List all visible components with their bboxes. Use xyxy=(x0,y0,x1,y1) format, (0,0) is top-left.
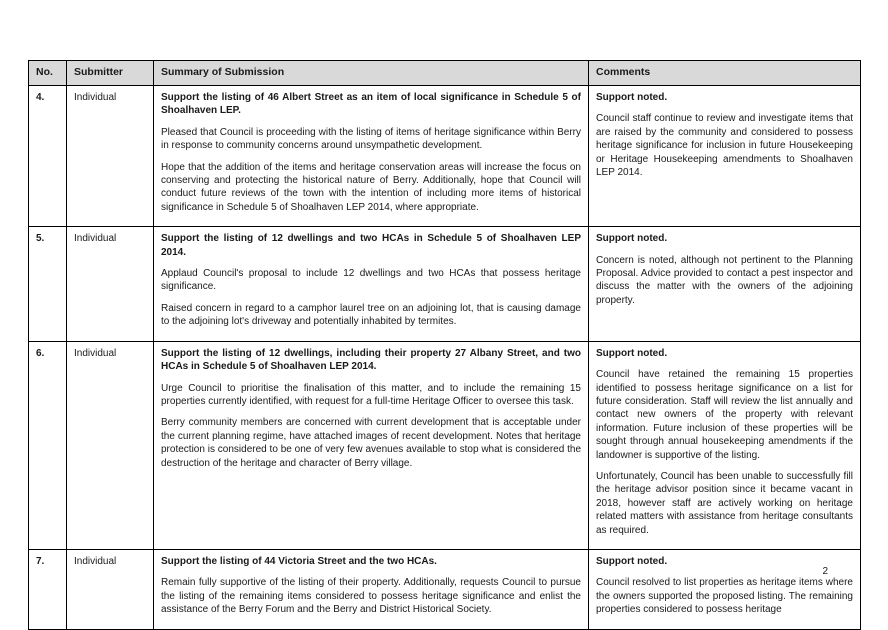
table-header-row xyxy=(29,61,861,86)
cell-paragraph: Council have retained the remaining 15 properties identified to possess heritage significance on a list for future consideration. Staff will review the list annually and contact new owners of the property with relevant information. Future inclusion of these properties will be sought through annual housekeeping amendments if the landowner is supportive of the listing. xyxy=(596,369,853,461)
cell-summary xyxy=(154,227,589,341)
cell-heading: Support noted. xyxy=(596,555,668,567)
cell-summary xyxy=(154,86,589,227)
cell-comments xyxy=(589,86,861,227)
cell-paragraph: Urge Council to prioritise the finalisation of this matter, and to include the remaining 15 properties currently identified, with request for a full-time Heritage Officer to oversee this task. xyxy=(161,382,581,407)
cell-heading: Support the listing of 44 Victoria Street and the two HCAs. xyxy=(161,555,437,567)
cell-submitter: Individual xyxy=(67,549,154,629)
cell-no: 7. xyxy=(29,549,67,629)
cell-paragraph: Raised concern in regard to a camphor laurel tree on an adjoining lot, that is causing damage to the adjoining lot's driveway and potentially inhabited by termites. xyxy=(161,302,581,328)
cell-heading: Support noted. xyxy=(596,233,668,245)
cell-comments xyxy=(589,549,861,629)
table-row xyxy=(29,227,861,341)
cell-submitter: Individual xyxy=(67,227,154,341)
table-body xyxy=(29,86,861,630)
header-summary: Summary of Submission xyxy=(154,61,589,86)
cell-summary xyxy=(154,341,589,549)
cell-paragraph: Unfortunately, Council has been unable to successfully fill the heritage advisor position since it became vacant in 2018, however staff are actively working on heritage related matters with assistance from heritage consultants as required. xyxy=(596,470,853,536)
cell-comments xyxy=(589,227,861,341)
cell-summary xyxy=(154,549,589,629)
cell-no: 4. xyxy=(29,86,67,227)
cell-submitter: Individual xyxy=(67,341,154,549)
cell-heading: Support noted. xyxy=(596,347,668,359)
cell-paragraph: Pleased that Council is proceeding with the listing of items of heritage significance within Berry in response to community concerns around unsympathetic development. xyxy=(161,126,581,152)
submissions-table xyxy=(28,60,861,630)
cell-paragraph: Council staff continue to review and investigate items that are raised by the community and considered to possess heritage significance for inclusion in future Housekeeping or Heritage Housekeeping amendments to Shoalhaven LEP 2014. xyxy=(596,113,853,179)
cell-no: 5. xyxy=(29,227,67,341)
cell-heading: Support the listing of 12 dwellings, including their property 27 Albany Street, and two HCAs in Schedule 5 of Shoalhaven LEP 2014. xyxy=(161,347,581,373)
header-comments: Comments xyxy=(589,61,861,86)
cell-heading: Support the listing of 12 dwellings and two HCAs in Schedule 5 of Shoalhaven LEP 2014. xyxy=(161,233,581,258)
cell-comments xyxy=(589,341,861,549)
cell-paragraph: Berry community members are concerned with current development that is acceptable under the current planning regime, have attached images of recent development. Notes that heritage protection is considered to be one of very few avenues available to stop what is considered the destruction of the heritage and character of Berry village. xyxy=(161,417,581,469)
table-row xyxy=(29,341,861,549)
cell-paragraph: Concern is noted, although not pertinent to the Planning Proposal. Advice provided to contact a pest inspector and discuss the matter with the owners of the adjoining property. xyxy=(596,254,853,306)
cell-paragraph: Council resolved to list properties as heritage items where the owners supported the proposed listing. The remaining properties considered to possess heritage xyxy=(596,577,853,616)
cell-paragraph: Remain fully supportive of the listing of their property. Additionally, requests Council to pursue the listing of the remaining items considered to possess heritage significance and enlist the assistance of the Berry Forum and the Berry and District Historical Society. xyxy=(161,577,581,616)
cell-no: 6. xyxy=(29,341,67,549)
table-row xyxy=(29,86,861,227)
header-no: No. xyxy=(29,61,67,86)
cell-paragraph: Hope that the addition of the items and heritage conservation areas will increase the focus on conserving and protecting the historical nature of Berry. Additionally, hope that Council will conduct future reviews of the town with the intention of including more items of historical significance in Schedule 5 of Shoalhaven LEP 2014, where appropriate. xyxy=(161,161,581,213)
cell-paragraph: Applaud Council's proposal to include 12 dwellings and two HCAs that possess heritage significance. xyxy=(161,268,581,293)
header-submitter: Submitter xyxy=(67,61,154,86)
table-row xyxy=(29,549,861,629)
cell-heading: Support noted. xyxy=(596,92,668,103)
cell-submitter: Individual xyxy=(67,86,154,227)
page-number: 2 xyxy=(822,566,828,577)
cell-heading: Support the listing of 46 Albert Street as an item of local significance in Schedule 5 of Shoalhaven LEP. xyxy=(161,92,581,117)
